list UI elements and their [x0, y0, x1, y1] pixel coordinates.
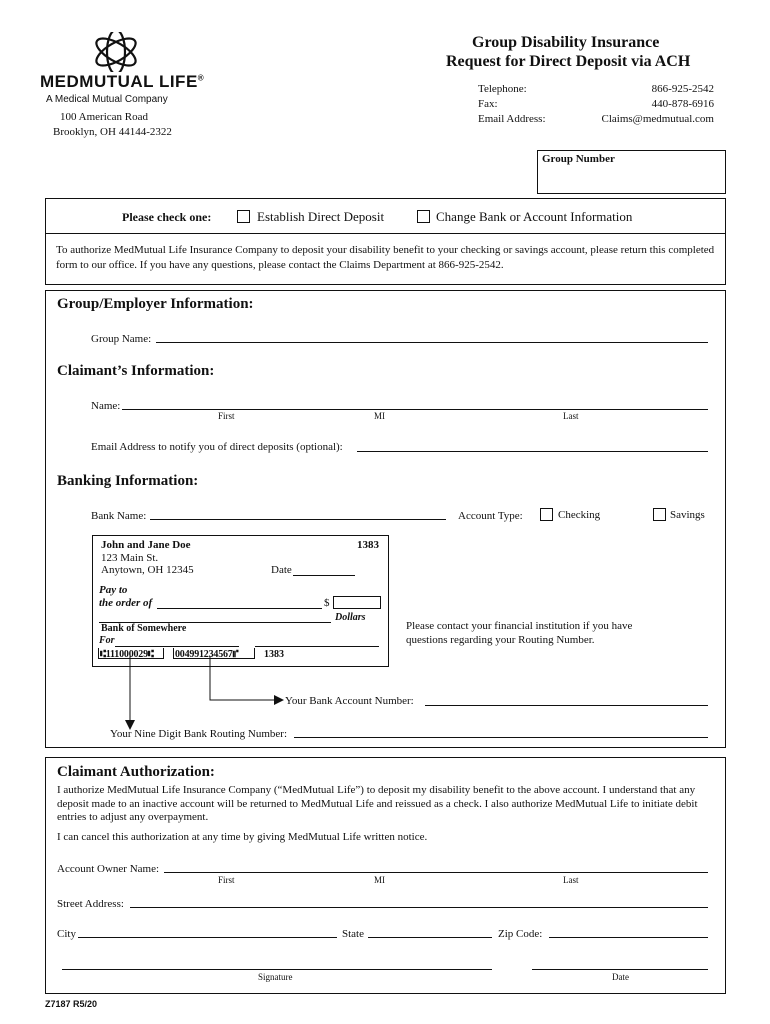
notify-email-field[interactable]: [357, 451, 708, 452]
date-caption: Date: [612, 972, 629, 982]
check-for: For: [99, 635, 115, 646]
company-address-2: Brooklyn, OH 44144-2322: [53, 126, 172, 138]
account-arrow-icon: [204, 656, 288, 706]
check-serial: 1383: [264, 649, 284, 660]
account-number-field[interactable]: [425, 705, 708, 706]
check-dollars: Dollars: [335, 612, 366, 623]
medmutual-logo-icon: [90, 32, 142, 72]
form-code: Z7187 R5/20: [45, 999, 98, 1009]
form-title-1: Group Disability Insurance: [472, 34, 660, 51]
sample-check: [92, 535, 389, 667]
savings-checkbox[interactable]: [653, 508, 666, 521]
check-street: 123 Main St.: [101, 552, 159, 564]
check-pay-to: Pay to: [99, 584, 128, 596]
claimant-name-field[interactable]: [122, 409, 708, 410]
city-label: City: [57, 928, 76, 940]
email-value[interactable]: Claims@medmutual.com: [601, 113, 714, 125]
company-address-1: 100 American Road: [60, 111, 148, 123]
group-name-label: Group Name:: [91, 333, 152, 345]
banking-heading: Banking Information:: [57, 473, 199, 489]
telephone-value: 866-925-2542: [651, 83, 714, 95]
fax-value: 440-878-6916: [651, 98, 714, 110]
owner-name-field[interactable]: [164, 872, 708, 873]
owner-mi-caption: MI: [374, 875, 385, 885]
name-last-caption: Last: [563, 411, 579, 421]
checking-checkbox[interactable]: [540, 508, 553, 521]
company-logo: [40, 32, 205, 112]
fax-label: Fax:: [478, 98, 498, 110]
zip-field[interactable]: [549, 937, 708, 938]
group-number-box[interactable]: [537, 150, 726, 194]
check-city: Anytown, OH 12345: [101, 564, 194, 576]
signature-caption: Signature: [258, 972, 293, 982]
check-order-of: the order of: [99, 597, 153, 609]
bank-name-field[interactable]: [150, 519, 446, 520]
name-mi-caption: MI: [374, 411, 385, 421]
owner-name-label: Account Owner Name:: [57, 863, 160, 875]
state-field[interactable]: [368, 937, 492, 938]
check-number: 1383: [357, 539, 379, 551]
check-routing: ⑆111000029⑆: [100, 649, 154, 660]
check-dollar-sign: $: [324, 597, 330, 609]
zip-label: Zip Code:: [498, 928, 543, 940]
authorization-heading: Claimant Authorization:: [57, 764, 215, 780]
intro-text: To authorize MedMutual Life Insurance Company to deposit your disability benefit to your checking or savings account, please return this completed form to our office. If you have any questions, please contact the Claims Department at 866-925-2542.: [56, 244, 715, 271]
name-first-caption: First: [218, 411, 235, 421]
group-name-field[interactable]: [156, 342, 708, 343]
cancel-text: I can cancel this authorization at any time by giving MedMutual Life written notice.: [57, 831, 428, 843]
claimant-heading: Claimant’s Information:: [57, 363, 215, 379]
owner-last-caption: Last: [563, 875, 579, 885]
telephone-label: Telephone:: [478, 83, 527, 95]
company-name: MEDMUTUAL LIFE: [40, 72, 198, 91]
check-date-label: Date: [271, 564, 292, 576]
form-title-2: Request for Direct Deposit via ACH: [446, 53, 691, 70]
establish-deposit-checkbox[interactable]: [237, 210, 250, 223]
check-one-label: Please check one:: [122, 210, 212, 224]
routing-help-text: Please contact your financial institution if you have questions regarding your Routing Number.: [406, 620, 633, 646]
group-number-label: Group Number: [542, 153, 615, 165]
company-tagline: A Medical Mutual Company: [46, 94, 168, 105]
notify-email-label: Email Address to notify you of direct deposits (optional):: [91, 441, 343, 453]
authorization-text: I authorize MedMutual Life Insurance Company (“MedMutual Life”) to deposit my disability benefit to the above account. I understand that any deposit made to an inactive account will be returned to MedMutual Life and reissued as a check. I also authorize MedMutual Life to initiate debit entries to adjust any overpayment.: [57, 784, 698, 823]
email-label: Email Address:: [478, 113, 546, 125]
city-field[interactable]: [78, 937, 337, 938]
bank-name-label: Bank Name:: [91, 510, 147, 522]
checking-label: Checking: [558, 509, 601, 521]
signature-field[interactable]: [62, 969, 492, 970]
establish-deposit-label: Establish Direct Deposit: [257, 209, 385, 224]
change-bank-checkbox[interactable]: [417, 210, 430, 223]
date-field[interactable]: [532, 969, 708, 970]
routing-number-field[interactable]: [294, 737, 708, 738]
check-bank: Bank of Somewhere: [101, 623, 187, 634]
check-payer: John and Jane Doe: [101, 539, 191, 551]
routing-number-label: Your Nine Digit Bank Routing Number:: [110, 728, 288, 740]
street-address-field[interactable]: [130, 907, 708, 908]
change-bank-label: Change Bank or Account Information: [436, 209, 633, 224]
check-amount-box: [333, 596, 381, 609]
owner-first-caption: First: [218, 875, 235, 885]
registered-mark: ®: [197, 73, 205, 83]
account-number-label: Your Bank Account Number:: [285, 695, 414, 707]
account-type-label: Account Type:: [458, 510, 523, 522]
group-heading: Group/Employer Information:: [57, 296, 254, 312]
routing-arrow-icon: [120, 656, 140, 734]
state-label: State: [342, 928, 364, 940]
name-label: Name:: [91, 400, 121, 412]
street-address-label: Street Address:: [57, 898, 124, 910]
check-account: 004991234567⑈: [175, 649, 239, 660]
savings-label: Savings: [670, 509, 705, 521]
